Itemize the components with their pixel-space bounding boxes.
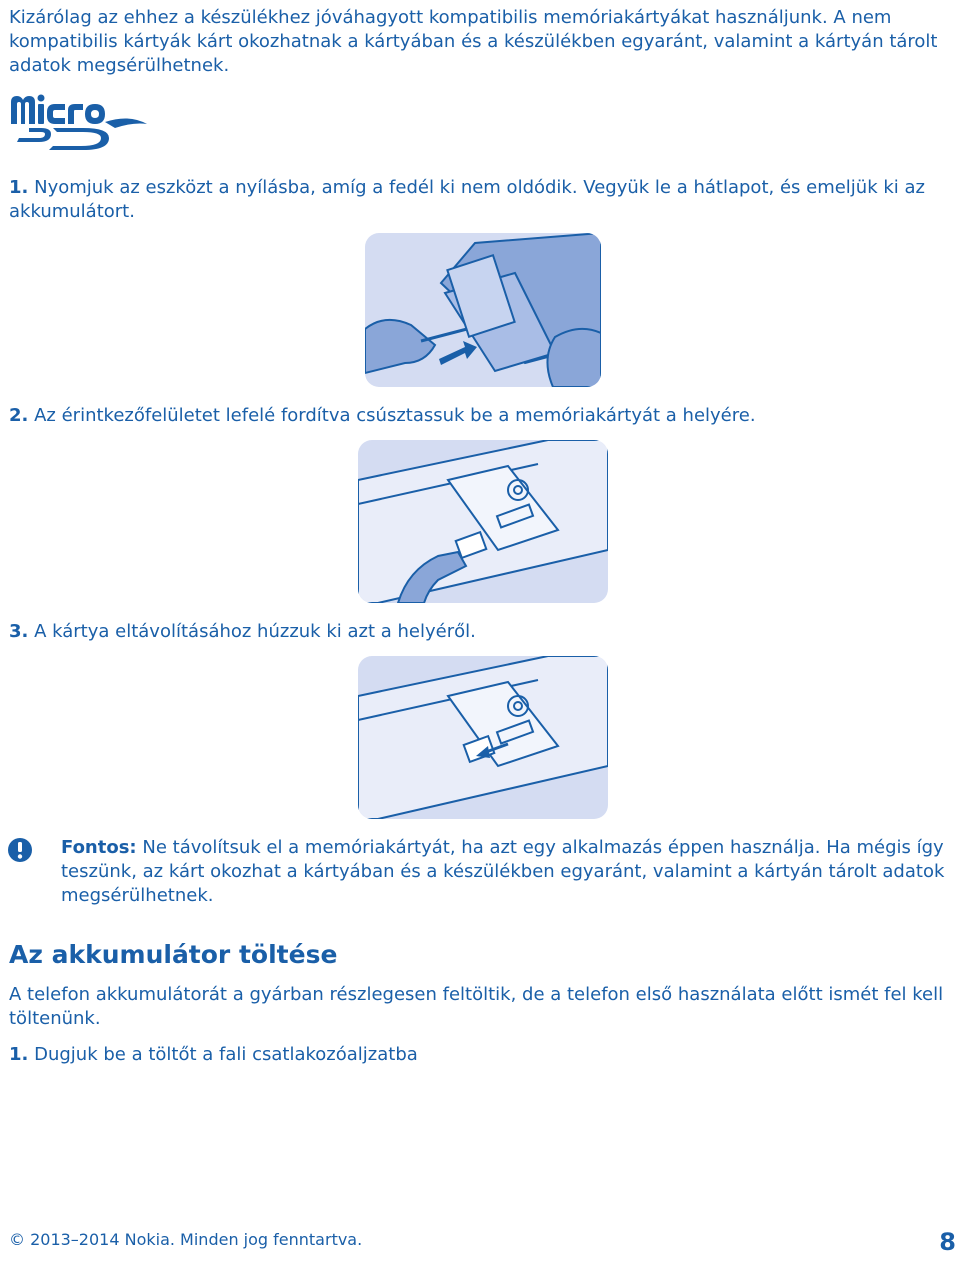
microsd-logo [9, 92, 147, 156]
page-number: 8 [939, 1228, 956, 1256]
step-text: Dugjuk be a töltőt a fali csatlakozóaljzatba [34, 1044, 418, 1065]
step-number: 2. [9, 405, 29, 426]
warning-icon [8, 838, 32, 862]
intro-paragraph: Kizárólag az ehhez a készülékhez jóváhagyott kompatibilis memóriakártyákat használjunk. A nem kompatibilis kártyák kárt okozhatnak a kártyában és a készülékben egyaránt, valamint a kártyán tárolt adatok megsérülhetnek. [9, 7, 938, 76]
step-3 [9, 620, 955, 644]
step-text: Nyomjuk az eszközt a nyílásba, amíg a fedél ki nem oldódik. Vegyük le a hátlapot, és emeljük ki az akkumulátort. [9, 177, 925, 222]
remove-back-cover-illustration [365, 233, 601, 387]
remove-card-illustration [358, 656, 608, 819]
step-number: 1. [9, 1044, 29, 1065]
step-text: A kártya eltávolításához húzzuk ki azt a helyéről. [34, 621, 476, 642]
step-text: Az érintkezőfelületet lefelé fordítva csúsztassuk be a memóriakártyát a helyére. [34, 405, 756, 426]
copyright-footer: © 2013–2014 Nokia. Minden jog fenntartva. [9, 1230, 363, 1249]
section-paragraph: A telefon akkumulátorát a gyárban részlegesen feltöltik, de a telefon első használata előtt ismét fel kell töltenünk. [9, 984, 944, 1029]
warning-text: Ne távolítsuk el a memóriakártyát, ha azt egy alkalmazás éppen használja. Ha mégis így teszünk, az kárt okozhat a kártyában és a készülékben egyaránt, valamint a kártyán tárolt adatok megsérülhetnek. [61, 837, 945, 906]
step-number: 1. [9, 177, 29, 198]
step-2 [9, 404, 955, 428]
warning-note [61, 836, 956, 908]
step-1 [9, 176, 955, 224]
insert-card-illustration [358, 440, 608, 603]
section-step-1 [9, 1043, 955, 1067]
step-number: 3. [9, 621, 29, 642]
warning-label: Fontos: [61, 837, 137, 858]
section-heading: Az akkumulátor töltése [9, 940, 338, 969]
